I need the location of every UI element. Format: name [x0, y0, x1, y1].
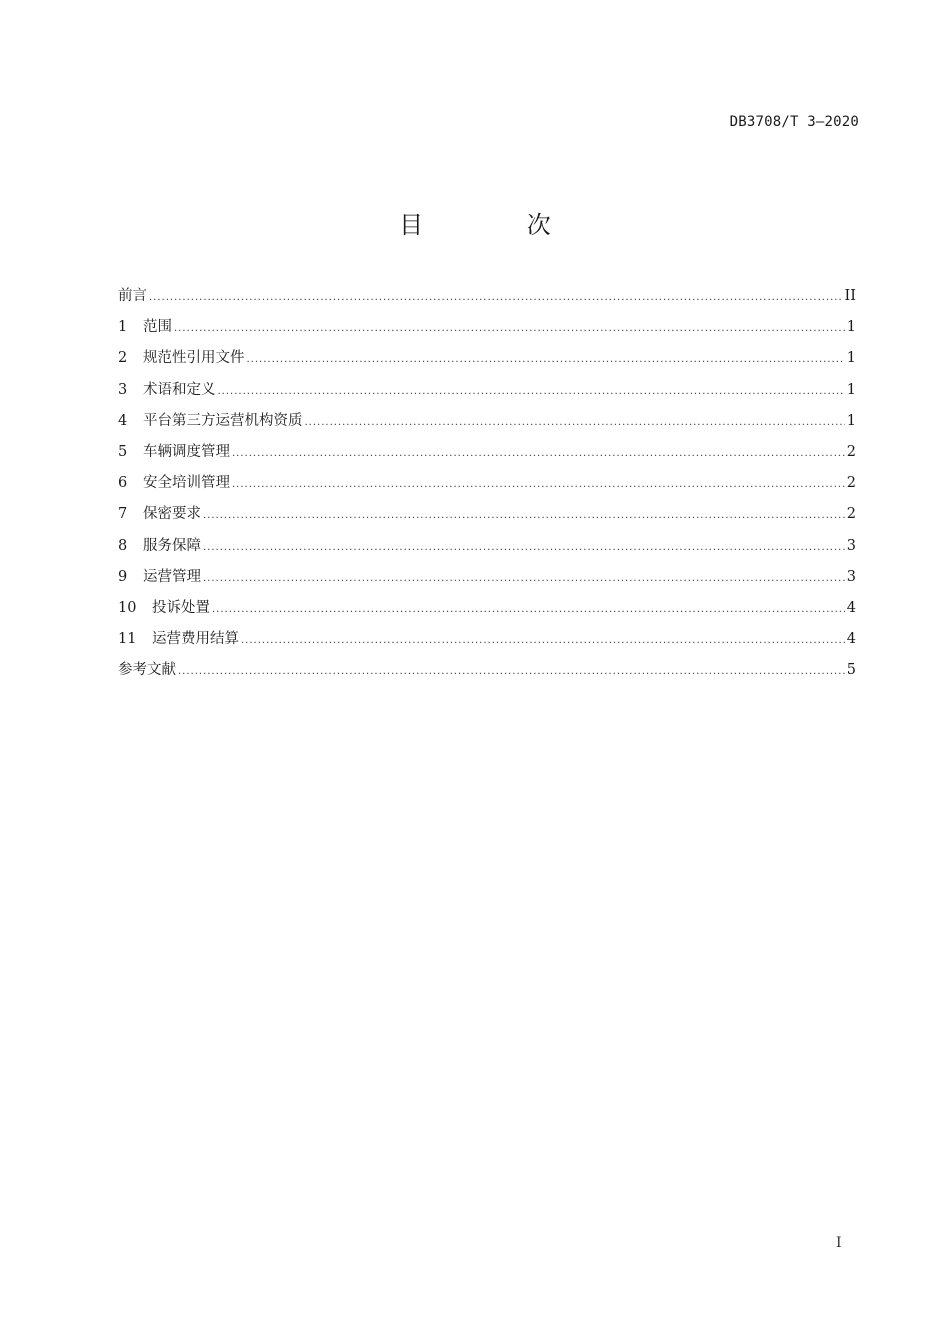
toc-entry-number: 9: [118, 568, 128, 585]
toc-entry-text: 车辆调度管理: [143, 443, 230, 460]
toc-leader-dots: [232, 444, 845, 464]
toc-entry-number: 2: [118, 350, 128, 367]
toc-entry-number: 6: [118, 475, 128, 492]
toc-entry-8[interactable]: [118, 536, 856, 567]
toc-entry-page: 2: [846, 506, 856, 523]
toc-leader-dots: [203, 569, 845, 589]
toc-entry-7[interactable]: [118, 504, 856, 535]
toc-entry-page: 4: [846, 599, 856, 616]
toc-entry-page: 1: [846, 381, 856, 398]
toc-entry-page: 1: [846, 350, 856, 367]
toc-leader-dots: [241, 631, 845, 651]
toc-entry-text: 平台第三方运营机构资质: [143, 412, 303, 429]
toc-entry-text: 安全培训管理: [143, 475, 230, 492]
document-code: DB3708/T 3—2020: [729, 114, 859, 130]
toc-entry-page: 3: [846, 568, 856, 585]
toc-entry-text: 前言: [118, 288, 147, 304]
toc-entry-page: 2: [846, 475, 856, 492]
toc-entry-number: 10: [118, 599, 137, 616]
toc-entry-text: 范围: [143, 319, 172, 336]
toc-entry-page: 1: [846, 319, 856, 336]
toc-entry-number: 1: [118, 319, 128, 336]
page-number: I: [836, 1235, 842, 1251]
toc-leader-dots: [232, 475, 845, 495]
toc-entry-text: 运营费用结算: [152, 631, 239, 648]
toc-entry-6[interactable]: [118, 473, 856, 504]
toc-entry-page: II: [844, 288, 856, 304]
toc-leader-dots: [218, 382, 845, 402]
toc-leader-dots: [178, 662, 845, 682]
toc-entry-page: 5: [846, 662, 856, 679]
toc-leader-dots: [212, 600, 845, 620]
toc-entry-number: 7: [118, 506, 128, 523]
toc-entry-2[interactable]: [118, 348, 856, 379]
toc-entry-9[interactable]: [118, 567, 856, 598]
toc-entry-10[interactable]: [118, 598, 856, 629]
toc-entry-3[interactable]: [118, 380, 856, 411]
toc-entry-references[interactable]: [118, 660, 856, 691]
toc-entry-text: 术语和定义: [143, 381, 216, 398]
toc-entry-page: 3: [846, 537, 856, 554]
toc-entry-number: 5: [118, 443, 128, 460]
toc-entry-number: 8: [118, 537, 128, 554]
table-of-contents: [118, 286, 856, 691]
toc-entry-page: 1: [846, 412, 856, 429]
toc-entry-text: 规范性引用文件: [143, 350, 245, 367]
toc-entry-text: 参考文献: [118, 662, 176, 679]
toc-entry-foreword[interactable]: [118, 286, 856, 317]
toc-entry-number: 11: [118, 631, 137, 648]
toc-entry-page: 2: [846, 443, 856, 460]
toc-entry-text: 服务保障: [143, 537, 201, 554]
toc-leader-dots: [149, 288, 843, 308]
toc-leader-dots: [305, 413, 845, 433]
toc-entry-1[interactable]: [118, 317, 856, 348]
toc-leader-dots: [203, 538, 845, 558]
toc-entry-5[interactable]: [118, 442, 856, 473]
toc-entry-11[interactable]: [118, 629, 856, 660]
toc-entry-4[interactable]: [118, 411, 856, 442]
toc-entry-number: 4: [118, 412, 128, 429]
toc-entry-page: 4: [846, 631, 856, 648]
toc-title: 目 次: [399, 211, 599, 239]
toc-entry-text: 保密要求: [143, 506, 201, 523]
toc-leader-dots: [203, 506, 845, 526]
toc-leader-dots: [174, 319, 845, 339]
toc-leader-dots: [247, 350, 845, 370]
toc-entry-text: 运营管理: [143, 568, 201, 585]
toc-entry-text: 投诉处置: [152, 599, 210, 616]
toc-entry-number: 3: [118, 381, 128, 398]
